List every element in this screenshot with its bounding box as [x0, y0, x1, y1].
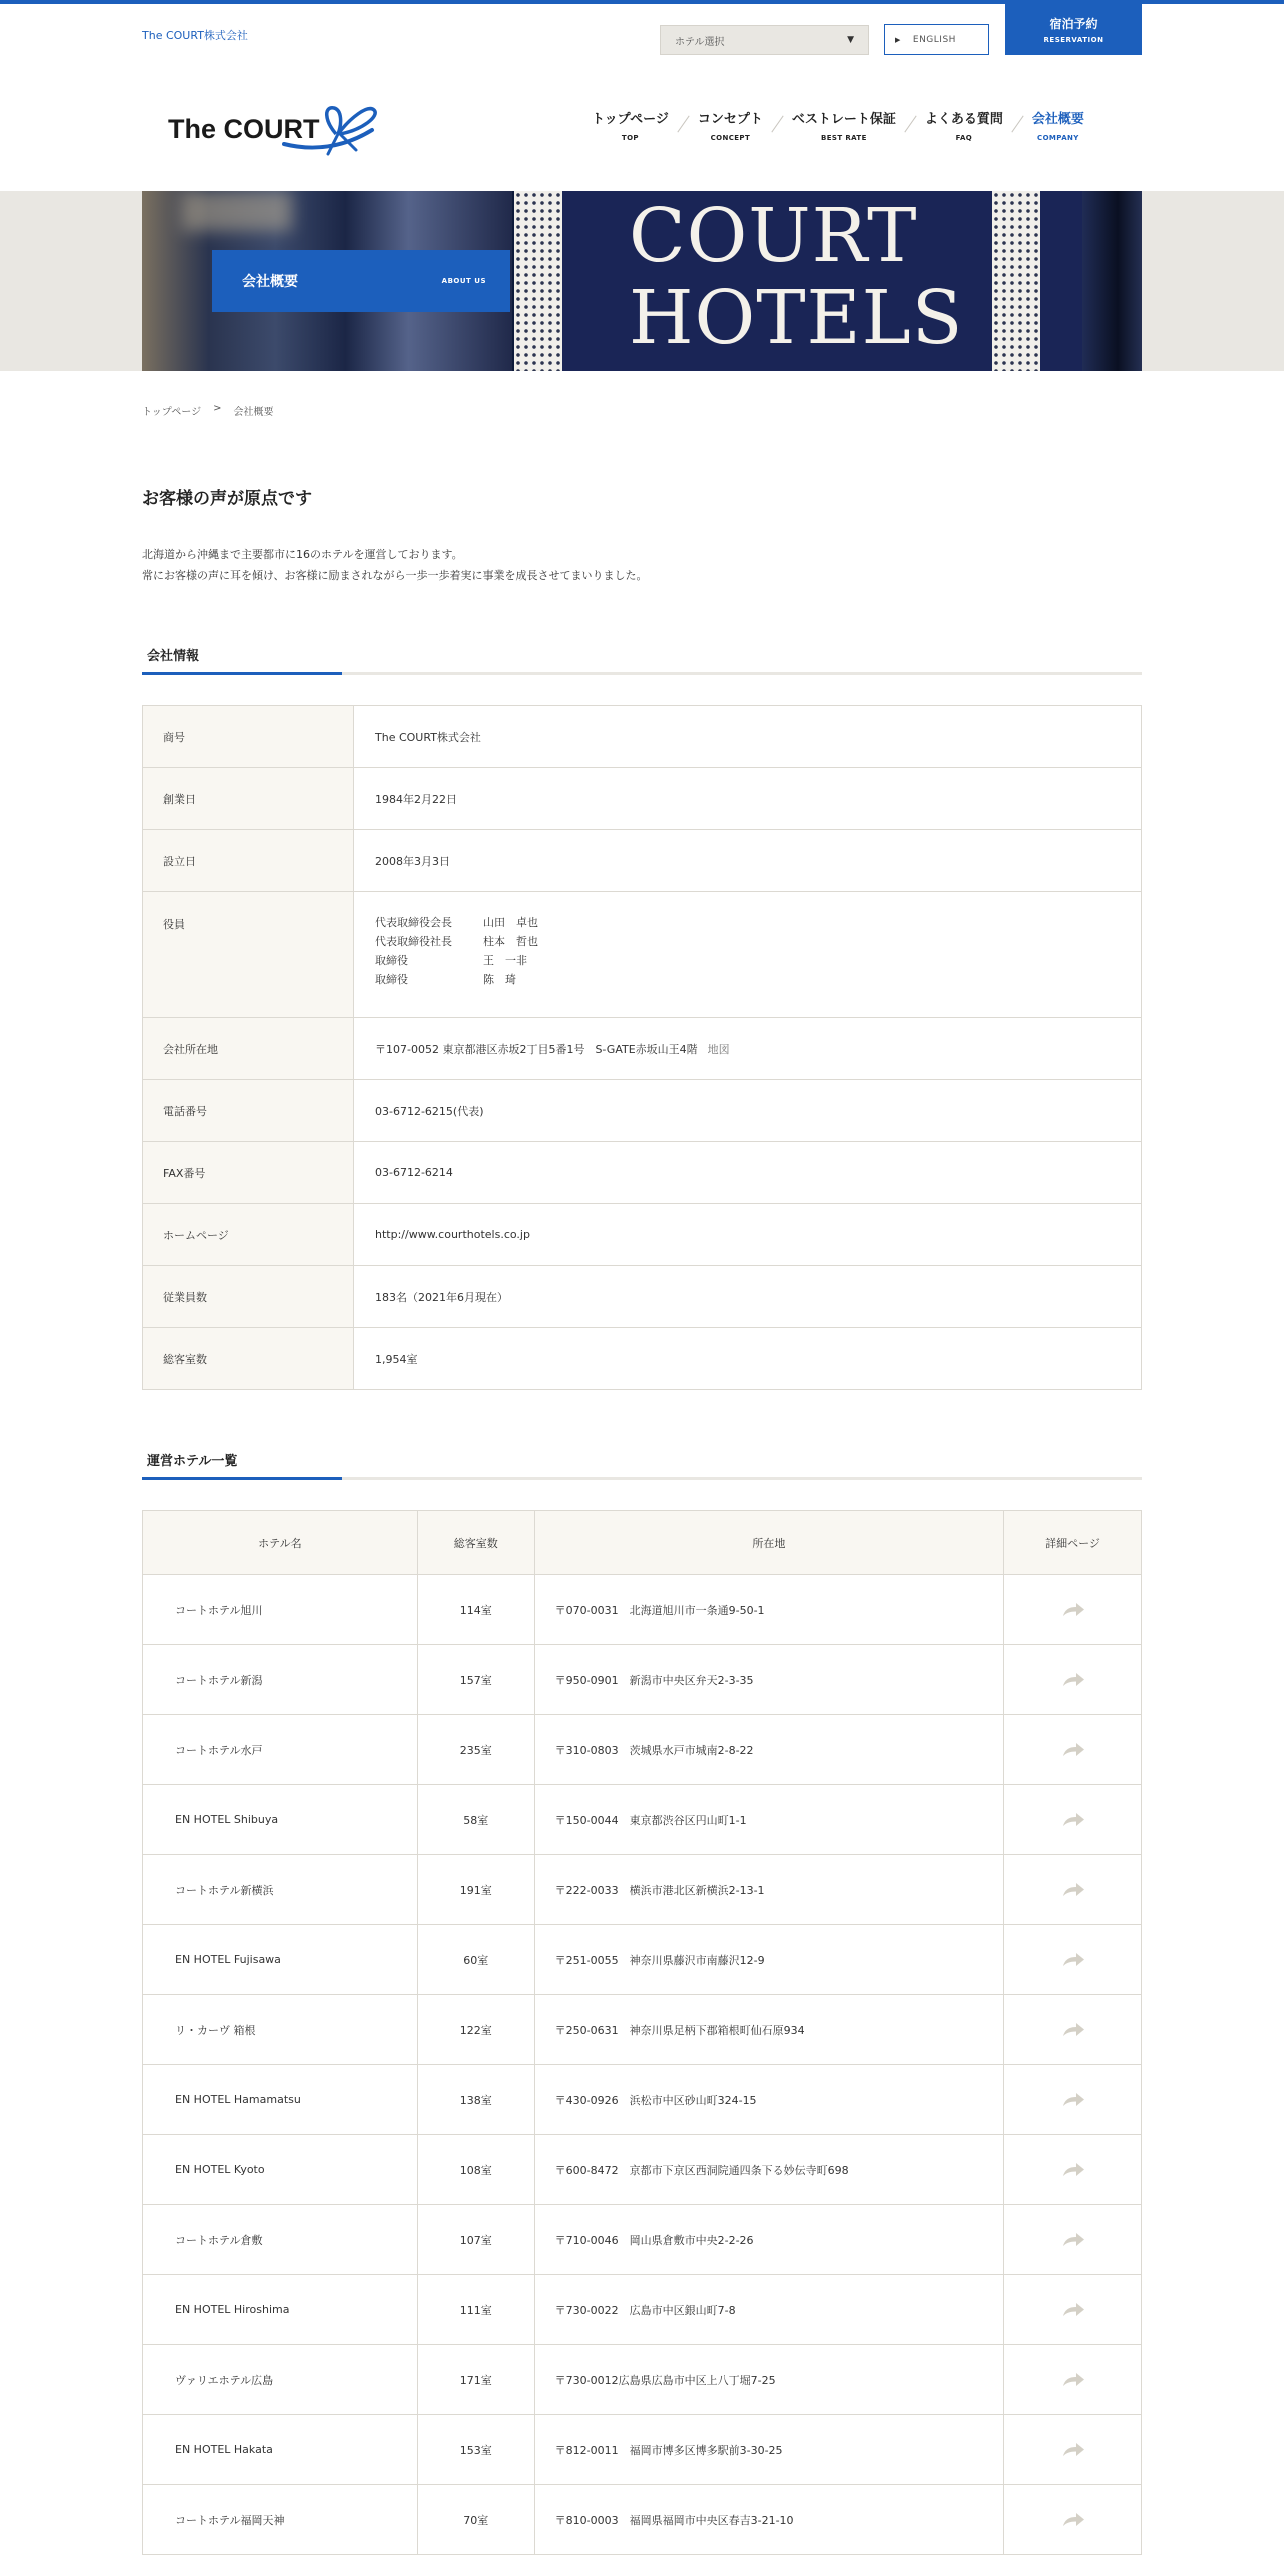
- detail-arrow-icon[interactable]: [1061, 1602, 1085, 1618]
- hero-dark-edge: [1082, 191, 1142, 371]
- column-header: 所在地: [534, 1511, 1003, 1575]
- english-button[interactable]: [884, 24, 989, 55]
- hero-light-blur: [182, 191, 292, 231]
- officer-name: 山田 卓也: [483, 916, 538, 929]
- detail-arrow-icon[interactable]: [1061, 2232, 1085, 2248]
- hotel-name: コートホテル旭川: [143, 1575, 418, 1645]
- info-value: 2008年3月3日: [354, 830, 1142, 892]
- officer-entry: [375, 932, 1141, 951]
- hotel-rooms: 107室: [417, 2205, 534, 2275]
- hotel-rooms: 122室: [417, 1995, 534, 2065]
- table-row: [143, 1018, 1142, 1080]
- hotel-rooms: 138室: [417, 2065, 534, 2135]
- info-value: 1984年2月22日: [354, 768, 1142, 830]
- reservation-label-en: RESERVATION: [1043, 36, 1104, 44]
- intro-line-1: 北海道から沖縄まで主要都市に16のホテルを運営しております。: [142, 548, 463, 561]
- detail-arrow-icon[interactable]: [1061, 2442, 1085, 2458]
- nav-label-jp: ベストレート保証: [791, 112, 896, 127]
- intro-line-2: 常にお客様の声に耳を傾け、お客様に励まされながら一歩一歩着実に事業を成長させてまいりました。: [142, 569, 648, 582]
- hotel-address: 〒150-0044 東京都渋谷区円山町1-1: [534, 1785, 1003, 1855]
- detail-arrow-icon[interactable]: [1061, 2162, 1085, 2178]
- hotel-rooms: 171室: [417, 2345, 534, 2415]
- section-underline-accent: [142, 1477, 342, 1480]
- nav-label-jp: コンセプト: [697, 112, 763, 127]
- hotel-name: EN HOTEL Hiroshima: [143, 2275, 418, 2345]
- table-row: [143, 1266, 1142, 1328]
- table-row: [143, 1995, 1142, 2065]
- nav-label-en: BEST RATE: [820, 134, 867, 142]
- officer-name: 陈 琦: [483, 973, 516, 986]
- info-label: 役員: [143, 892, 354, 1018]
- breadcrumb-home-link[interactable]: トップページ: [142, 407, 202, 418]
- detail-cell: [1004, 2415, 1142, 2485]
- section-underline: [142, 672, 1142, 675]
- hotel-address: 〒251-0055 神奈川県藤沢市南藤沢12-9: [534, 1925, 1003, 1995]
- officer-entry: [375, 913, 1141, 932]
- table-row: [143, 892, 1142, 1018]
- detail-arrow-icon[interactable]: [1061, 1742, 1085, 1758]
- info-label: 創業日: [143, 768, 354, 830]
- officer-name: 柱本 哲也: [483, 935, 538, 948]
- detail-arrow-icon[interactable]: [1061, 1952, 1085, 1968]
- detail-cell: [1004, 1855, 1142, 1925]
- info-label: ホームページ: [143, 1204, 354, 1266]
- detail-arrow-icon[interactable]: [1061, 1672, 1085, 1688]
- hero-lace-left: [514, 191, 562, 371]
- table-row: [143, 1645, 1142, 1715]
- english-label: ENGLISH: [912, 34, 956, 45]
- hotel-rooms: 153室: [417, 2415, 534, 2485]
- company-info-section-heading: [142, 645, 1142, 675]
- hotel-select-dropdown[interactable]: [660, 25, 869, 55]
- column-header: 詳細ページ: [1004, 1511, 1142, 1575]
- table-row: [143, 1575, 1142, 1645]
- table-row: [143, 1080, 1142, 1142]
- detail-cell: [1004, 2065, 1142, 2135]
- hotel-rooms: 191室: [417, 1855, 534, 1925]
- hotel-name: コートホテル新潟: [143, 1645, 418, 1715]
- hotel-name: コートホテル倉敷: [143, 2205, 418, 2275]
- hero-banner: [142, 191, 1142, 371]
- table-row: [143, 706, 1142, 768]
- info-label: 電話番号: [143, 1080, 354, 1142]
- detail-cell: [1004, 2275, 1142, 2345]
- table-row: [143, 1785, 1142, 1855]
- page-title-box: [212, 250, 510, 312]
- nav-label-en: TOP: [621, 134, 639, 142]
- logo-text: The COURT: [168, 114, 320, 144]
- nav-item-faq[interactable]: [911, 108, 1017, 142]
- hotel-name: コートホテル新横浜: [143, 1855, 418, 1925]
- detail-arrow-icon[interactable]: [1061, 2372, 1085, 2388]
- sign-line-2: HOTELS: [629, 275, 964, 361]
- hotel-rooms: 157室: [417, 1645, 534, 1715]
- hotels-table: [142, 1510, 1142, 2555]
- hotel-name: EN HOTEL Shibuya: [143, 1785, 418, 1855]
- table-row: [143, 2135, 1142, 2205]
- column-header: 総客室数: [417, 1511, 534, 1575]
- hotel-name: コートホテル水戸: [143, 1715, 418, 1785]
- table-row: [143, 1925, 1142, 1995]
- detail-cell: [1004, 2485, 1142, 2555]
- hotels-section-heading: [142, 1450, 1142, 1480]
- nav-item-concept[interactable]: [684, 108, 777, 142]
- officer-entry: [375, 951, 1141, 970]
- hotel-name: EN HOTEL Kyoto: [143, 2135, 418, 2205]
- site-logo[interactable]: [168, 100, 388, 156]
- column-header: ホテル名: [143, 1511, 418, 1575]
- nav-label-jp: よくある質問: [924, 112, 1003, 127]
- nav-label-jp: トップページ: [592, 112, 669, 127]
- hotel-rooms: 60室: [417, 1925, 534, 1995]
- map-link[interactable]: 地図: [707, 1042, 730, 1056]
- reservation-label-jp: 宿泊予約: [1049, 17, 1098, 31]
- section-underline: [142, 1477, 1142, 1480]
- table-row: [143, 1715, 1142, 1785]
- detail-cell: [1004, 1575, 1142, 1645]
- breadcrumb-current: 会社概要: [233, 407, 274, 418]
- breadcrumb-separator: >: [213, 403, 222, 414]
- info-value: 1,954室: [354, 1328, 1142, 1390]
- info-value: 183名（2021年6月現在）: [354, 1266, 1142, 1328]
- page-title-en: ABOUT US: [441, 277, 486, 285]
- info-value: [354, 1018, 1142, 1080]
- hotel-address: 〒310-0803 茨城県水戸市城南2-8-22: [534, 1715, 1003, 1785]
- hotel-address: 〒600-8472 京都市下京区西洞院通四条下る妙伝寺町698: [534, 2135, 1003, 2205]
- reservation-button[interactable]: [1005, 4, 1142, 55]
- nav-label-en: FAQ: [955, 134, 973, 142]
- hotel-name: コートホテル福岡天神: [143, 2485, 418, 2555]
- detail-cell: [1004, 1785, 1142, 1855]
- hotel-rooms: 114室: [417, 1575, 534, 1645]
- detail-cell: [1004, 1715, 1142, 1785]
- table-row: [143, 1328, 1142, 1390]
- table-row: [143, 830, 1142, 892]
- section-underline-accent: [142, 672, 342, 675]
- table-row: [143, 1204, 1142, 1266]
- hotel-address: 〒250-0631 神奈川県足柄下郡箱根町仙石原934: [534, 1995, 1003, 2065]
- officer-name: 王 一非: [483, 954, 527, 967]
- table-row: [143, 768, 1142, 830]
- hotel-name: ヴァリエホテル広島: [143, 2345, 418, 2415]
- detail-cell: [1004, 2135, 1142, 2205]
- ribbon-icon: [276, 100, 386, 156]
- officer-role: 代表取締役会長: [375, 916, 452, 929]
- hotel-address: 〒710-0046 岡山県倉敷市中央2-2-26: [534, 2205, 1003, 2275]
- table-header-row: [143, 1511, 1142, 1575]
- info-label: 設立日: [143, 830, 354, 892]
- hero-sign-text: [629, 195, 963, 359]
- info-label: 従業員数: [143, 1266, 354, 1328]
- detail-cell: [1004, 1645, 1142, 1715]
- table-row: [143, 2205, 1142, 2275]
- info-label: 商号: [143, 706, 354, 768]
- address-text: 〒107-0052 東京都港区赤坂2丁目5番1号 S-GATE赤坂山王4階: [375, 1042, 698, 1056]
- breadcrumb: [142, 403, 274, 418]
- table-row: [143, 2485, 1142, 2555]
- hotel-select-value: ホテル選択: [675, 36, 725, 48]
- website-link[interactable]: http://www.courthotels.co.jp: [354, 1204, 1142, 1266]
- detail-cell: [1004, 1995, 1142, 2065]
- detail-arrow-icon[interactable]: [1061, 2302, 1085, 2318]
- info-value: The COURT株式会社: [375, 730, 481, 744]
- detail-arrow-icon[interactable]: [1061, 1882, 1085, 1898]
- hotel-rooms: 108室: [417, 2135, 534, 2205]
- table-row: [143, 1142, 1142, 1204]
- table-row: [143, 2275, 1142, 2345]
- table-row: [143, 2415, 1142, 2485]
- detail-cell: [1004, 2205, 1142, 2275]
- play-arrow-icon: ▶: [895, 35, 901, 44]
- hotel-rooms: 111室: [417, 2275, 534, 2345]
- detail-arrow-icon[interactable]: [1061, 2512, 1085, 2528]
- section-title: 会社情報: [147, 649, 200, 664]
- intro-text: [142, 544, 648, 586]
- nav-label-en: COMPANY: [1037, 134, 1079, 142]
- hotel-address: 〒222-0033 横浜市港北区新横浜2-13-1: [534, 1855, 1003, 1925]
- sign-line-1: COURT: [629, 193, 918, 279]
- nav-item-top[interactable]: [578, 108, 683, 142]
- info-label: FAX番号: [143, 1142, 354, 1204]
- nav-label-en: CONCEPT: [710, 134, 751, 142]
- table-row: [143, 1855, 1142, 1925]
- hotel-address: 〒730-0022 広島市中区銀山町7-8: [534, 2275, 1003, 2345]
- hotel-address: 〒812-0011 福岡市博多区博多駅前3-30-25: [534, 2415, 1003, 2485]
- nav-label-jp: 会社概要: [1031, 112, 1084, 127]
- info-label: 総客室数: [143, 1328, 354, 1390]
- officer-entry: [375, 970, 1141, 989]
- hotel-address: 〒070-0031 北海道旭川市一条通9-50-1: [534, 1575, 1003, 1645]
- info-label: 会社所在地: [143, 1018, 354, 1080]
- hotel-name: EN HOTEL Hamamatsu: [143, 2065, 418, 2135]
- info-value: 03-6712-6214: [354, 1142, 1142, 1204]
- nav-item-best-rate[interactable]: [778, 108, 910, 142]
- officer-role: 代表取締役社長: [375, 935, 452, 948]
- detail-arrow-icon[interactable]: [1061, 2092, 1085, 2108]
- global-navigation: [578, 108, 1098, 142]
- officer-role: 取締役: [375, 954, 408, 967]
- hotel-address: 〒810-0003 福岡県福岡市中央区春吉3-21-10: [534, 2485, 1003, 2555]
- hotel-address: 〒430-0926 浜松市中区砂山町324-15: [534, 2065, 1003, 2135]
- hotel-rooms: 70室: [417, 2485, 534, 2555]
- detail-cell: [1004, 1925, 1142, 1995]
- info-value: 03-6712-6215(代表): [354, 1080, 1142, 1142]
- hotel-rooms: 235室: [417, 1715, 534, 1785]
- page-title: 会社概要: [242, 274, 298, 290]
- officer-list: [354, 892, 1142, 1018]
- hero-lace-right: [992, 191, 1040, 371]
- detail-cell: [1004, 2345, 1142, 2415]
- hotel-name: EN HOTEL Hakata: [143, 2415, 418, 2485]
- hotel-rooms: 58室: [417, 1785, 534, 1855]
- detail-arrow-icon[interactable]: [1061, 1812, 1085, 1828]
- hotel-name: リ・カーヴ 箱根: [143, 1995, 418, 2065]
- caret-down-icon: ▼: [847, 35, 854, 45]
- nav-item-company[interactable]: [1018, 108, 1098, 142]
- intro-heading: お客様の声が原点です: [142, 489, 312, 509]
- section-title: 運営ホテル一覧: [147, 1454, 238, 1469]
- hotel-address: 〒950-0901 新潟市中央区弁天2-3-35: [534, 1645, 1003, 1715]
- hotel-address: 〒730-0012広島県広島市中区上八丁堀7-25: [534, 2345, 1003, 2415]
- company-info-table: [142, 705, 1142, 1390]
- hotel-name: EN HOTEL Fujisawa: [143, 1925, 418, 1995]
- officer-role: 取締役: [375, 973, 408, 986]
- company-home-link[interactable]: The COURT株式会社: [142, 29, 248, 42]
- table-row: [143, 2345, 1142, 2415]
- detail-arrow-icon[interactable]: [1061, 2022, 1085, 2038]
- table-row: [143, 2065, 1142, 2135]
